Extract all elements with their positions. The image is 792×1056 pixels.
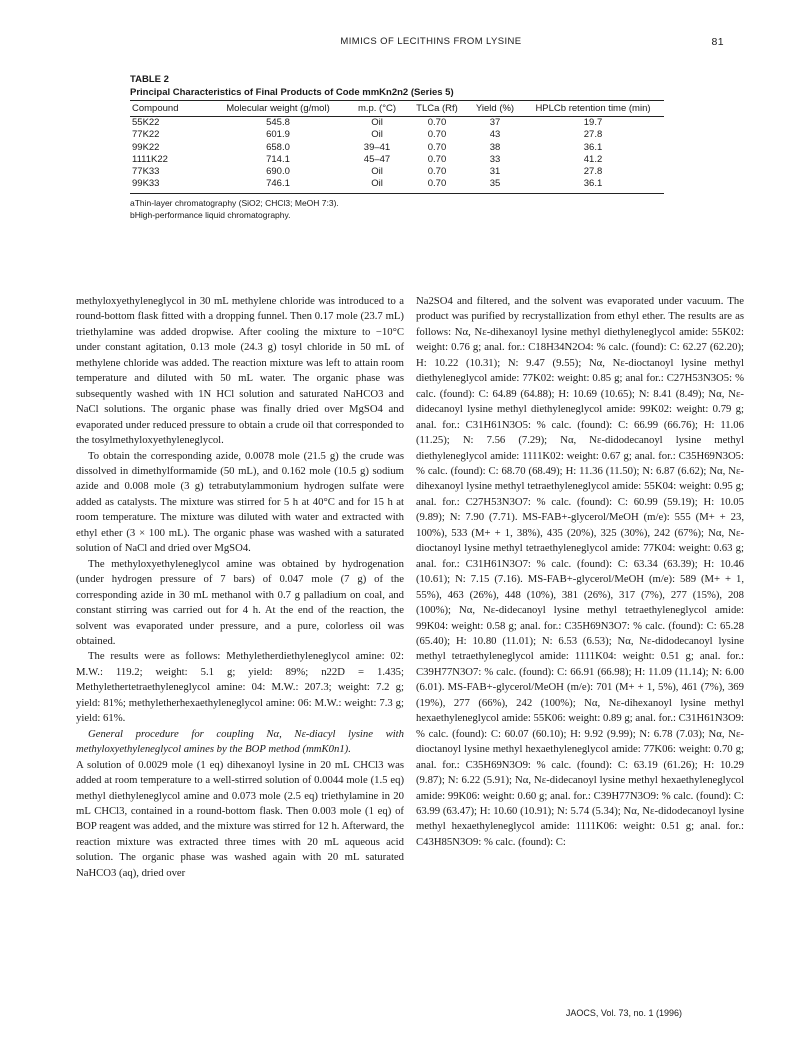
table-cell: 33 xyxy=(489,153,501,165)
table-footnote: bHigh-performance liquid chromatography. xyxy=(130,209,291,220)
table-cell: 55K22 xyxy=(132,117,160,128)
table-row xyxy=(130,178,664,193)
table-2 xyxy=(130,74,664,221)
table-cell: 714.1 xyxy=(266,153,290,165)
table-cell: 35 xyxy=(468,178,522,193)
table-cell: 36.1 xyxy=(583,141,603,153)
body-paragraph: The results were as follows: Methyletherdiethyleneglycol amine: 02: M.W.: 119.2; weight: 5.1 g; yield: 89%; n22D = 1.435; Methylethertetraethyleneglycol amine: 04: M.W.: 207.3; weight: 7.2 g; yield: 81%; methyletherhexaethyleneglycol amine: 06: M.W.: weight: 7.3 g; yield: 61%. xyxy=(76,650,404,725)
table-cell: 746.1 xyxy=(208,178,348,193)
table-cell: 0.70 xyxy=(427,166,447,178)
table-caption: Principal Characteristics of Final Products of Code mmKn2n2 (Series 5) xyxy=(130,87,454,98)
table-row xyxy=(130,166,664,178)
body-paragraph: To obtain the corresponding azide, 0.0078 mole (21.5 g) the crude was dissolved in dimethylformamide (50 mL), and 0.162 mole (10.5 g) sodium azide and 0.008 mole (3 g) tetrabutylammonium hydrogen sulfate were added as catalysts. The mixture was stirred for 5 h at 40°C and for 15 h at room temperature. The mixture was diluted with water and extracted with ethyl ether (3 × 100 mL). The organic phase was washed with a saturated solution of NaCl and dried over MgSO4. xyxy=(76,449,404,555)
running-header xyxy=(130,36,732,52)
table-cell: 658.0 xyxy=(266,141,290,153)
table-row xyxy=(130,142,664,154)
table-cell: 19.7 xyxy=(583,117,603,128)
table-cell: 0.70 xyxy=(427,129,447,141)
table-row xyxy=(130,154,664,166)
table-cell: 1111K22 xyxy=(132,153,168,165)
table-cell: Oil xyxy=(348,178,406,193)
table-cell: 37 xyxy=(489,117,501,128)
table-cell: 690.0 xyxy=(266,166,290,178)
table-cell: 77K22 xyxy=(132,129,160,141)
column-header: Molecular weight (g/mol) xyxy=(208,101,348,117)
table-cell: 0.70 xyxy=(427,141,447,153)
table-label: TABLE 2 xyxy=(130,74,169,85)
table-row xyxy=(130,117,664,130)
table-cell: 545.8 xyxy=(266,117,290,128)
table-row xyxy=(130,129,664,141)
table-cell: 0.70 xyxy=(427,117,447,128)
table-cell: Oil xyxy=(371,129,383,141)
table-cell: 601.9 xyxy=(266,129,290,141)
column-header: Compound xyxy=(130,101,208,117)
table-cell: 39–41 xyxy=(363,141,391,153)
table-cell: Oil xyxy=(371,117,383,128)
page-number: 81 xyxy=(711,36,724,48)
running-title: MIMICS OF LECITHINS FROM LYSINE xyxy=(340,36,522,47)
table-cell: 31 xyxy=(489,166,501,178)
table-cell: 27.8 xyxy=(583,166,603,178)
table-cell: 77K33 xyxy=(132,166,160,178)
body-paragraph: methyloxyethyleneglycol in 30 mL methylene chloride was introduced to a round-bottom flask fitted with a dropping funnel. Then 0.17 mole (23.7 mL) triethylamine was added dropwise. After cooling the mixture to −10°C under constant agitation, 0.13 mole (24.3 g) tosyl chloride in 50 mL of methylene chloride was added. The reaction mixture was left to attain room temperature and diluted with 50 mL water. The organic phase was subsequently washed with 1N HCl solution and saturated NaHCO3 and NaCl solutions. The organic phase was finally dried over MgSO4 and evaporated under reduced pressure to obtain a crude oil that corresponded to the tosylmethyloxyethyleneglycol. xyxy=(76,295,404,447)
table-cell: 0.70 xyxy=(427,153,447,165)
table-cell: 99K22 xyxy=(132,141,160,153)
table-cell: 27.8 xyxy=(583,129,603,141)
table-cell: 41.2 xyxy=(583,153,603,165)
left-text-column xyxy=(76,294,404,881)
table-cell: 45–47 xyxy=(363,153,391,165)
column-header: TLCa (Rf) xyxy=(406,101,468,117)
procedure-heading: General procedure for coupling Nα, Nε-diacyl lysine with methyloxyethyleneglycol amines by the BOP method (mmK0n1). xyxy=(76,727,404,756)
characteristics-table xyxy=(130,100,664,194)
table-cell: 0.70 xyxy=(406,178,468,193)
body-paragraph: A solution of 0.0029 mole (1 eq) dihexanoyl lysine in 20 mL CHCl3 was added at room temperature to a well-stirred solution of 0.0044 mole (1.5 eq) methyl diethyleneglycol amine and 0.073 mole (2.5 eq) triethylamine in 20 mL CHCl3, contained in a round-bottom flask. Then 0.003 mole (1 eq) of BOP reagent was added, and the mixture was stirred for 12 h. Afterward, the reaction mixture was extracted three times with 20 mL aqueous acid solution. The organic phase was washed again with 20 mL saturated NaHCO3 (aq), dried over xyxy=(76,758,404,879)
journal-footer: JAOCS, Vol. 73, no. 1 (1996) xyxy=(565,1008,682,1018)
column-header: Yield (%) xyxy=(468,101,522,117)
body-paragraph: Na2SO4 and filtered, and the solvent was evaporated under vacuum. The product was purified by recrystallization from ethyl ether. The results are as follows: Nα, Nε-dihexanoyl lysine methyl diethyleneglycol amide: 55K02: weight: 0.76 g; anal. for.: C18H34N2O4: % calc. (found): C: 62.27 (62.20); H: 10.22 (10.31); N: 9.47 (9.55); Nα, Nε-dioctanoyl lysine methyl diethyleneglycol amide: 77K02: weight: 0.85 g; anal for.: C27H53N3O5: % calc. (found): C: 64.89 (64.88); H: 10.69 (10.65); N: 8.41 (8.49); Nα, Nε-didecanoyl lysine methyl diethyleneglycol amide: 99K02: weight: 0.79 g; anal. for.: C31H61N3O5: % calc. (found): C: 66.99 (66.76); H: 11.06 (11.25); N: 7.56 (7.29); Nα, Nε-didodecanoyl lysine methyl diethyleneglycol amide: 1111K02: weight: 0.67 g; anal. for.: C35H69N3O5: % calc. (found): C: 68.70 (68.49); H: 11.36 (11.50); N: 6.87 (6.62); Nα, Nε-dihexanoyl lysine methyl tetraethyleneglycol amide: 55K04: weight: 0.95 g; anal. for.: C27H53N3O7: % calc. (found): C: 60.99 (59.19); H: 10.05 (9.89); N: 7.90 (7.71). MS-FAB+-glycerol/MeOH (m/e): 555 (M+ + 23, 100%), 533 (M+ + 1, 38%), 435 (20%), 325 (30%), 242 (67%); Nα, Nε-dioctanoyl lysine methyl tetraethyleneglycol amide: 77K04: weight: 0.63 g; anal. for.: C31H61N3O7: % calc. (found): C: 63.34 (63.39); H: 10.46 (10.61); N: 7.15 (7.16). MS-FAB+-glycerol/MeOH (m/e): 589 (M+ + 1, 55%), 463 (26%), 448 (10%), 381 (26%), 317 (7%), 277 (15%), 208 (100%); Nα, Nε-didecanoyl lysine methyl tetraethyleneglycol amide: 99K04: weight: 0.58 g; anal. for.: C35H69N3O7: % calc. (found): C: 65.28 (65.40); H: 10.80 (11.01); N: 6.53 (6.53); Nα, Nε-didodecanoyl lysine methyl tetraethyleneglycol amide: 1111K04: weight: 0.51 g; anal. for.: C39H77N3O7: % calc. (found): C: 66.91 (66.98); H: 11.09 (11.14); N: 6.00 (6.01). MS-FAB+-glycerol/MeOH (m/e): 701 (M+ + 1, 5%), 461 (7%), 369 (19%), 277 (66%), 242 (100%); Nα, Nε-dihexanoyl lysine methyl hexaethyleneglycol amide: 55K06: weight: 0.89 g; anal. for.: C31H61N3O9: % calc. (found): C: 60.07 (60.10); H: 9.92 (9.99); N: 6.78 (7.03); Nα, Nε-dioctanoyl lysine methyl hexaethyleneglycol amide: 77K06: weight: 0.70 g; anal. for.: C35H69N3O9: % calc. (found): C: 63.19 (61.26); H: 10.29 (9.87); N: 6.22 (5.91); Nα, Nε-didecanoyl lysine methyl hexaethyleneglycol amide: 99K06: weight: 0.60 g; anal. for.: C39H77N3O9: % calc. (found): C: 63.99 (63.47); H: 10.60 (10.91); N: 5.74 (5.34); Nα, Nε-didodecanoyl lysine methyl hexaethyleneglycol amide: 1111K06: weight: 0.51 g; anal. for.: C43H85N3O9: % calc. (found): C: xyxy=(416,295,744,848)
table-cell: 38 xyxy=(489,141,501,153)
table-cell: 43 xyxy=(489,129,501,141)
table-cell: 99K33 xyxy=(130,178,208,193)
table-footnote: aThin-layer chromatography (SiO2; CHCl3; MeOH 7:3). xyxy=(130,197,339,208)
column-header: m.p. (°C) xyxy=(348,101,406,117)
right-text-column xyxy=(416,294,744,850)
body-paragraph: The methyloxyethyleneglycol amine was obtained by hydrogenation (under hydrogen pressure of 7 bars) of 0.047 mole (7 g) of the corresponding azide in 30 mL methanol with 0.7 g palladium on coal, and constant stirring was carried out for 4 h. At the end of the reaction, the solvent was evaporated under pressure, and a pure, colorless oil was obtained. xyxy=(76,557,404,647)
table-cell: Oil xyxy=(371,166,383,178)
table-header-row xyxy=(130,101,664,117)
table-cell: 36.1 xyxy=(522,178,664,193)
column-header: HPLCb retention time (min) xyxy=(522,101,664,117)
